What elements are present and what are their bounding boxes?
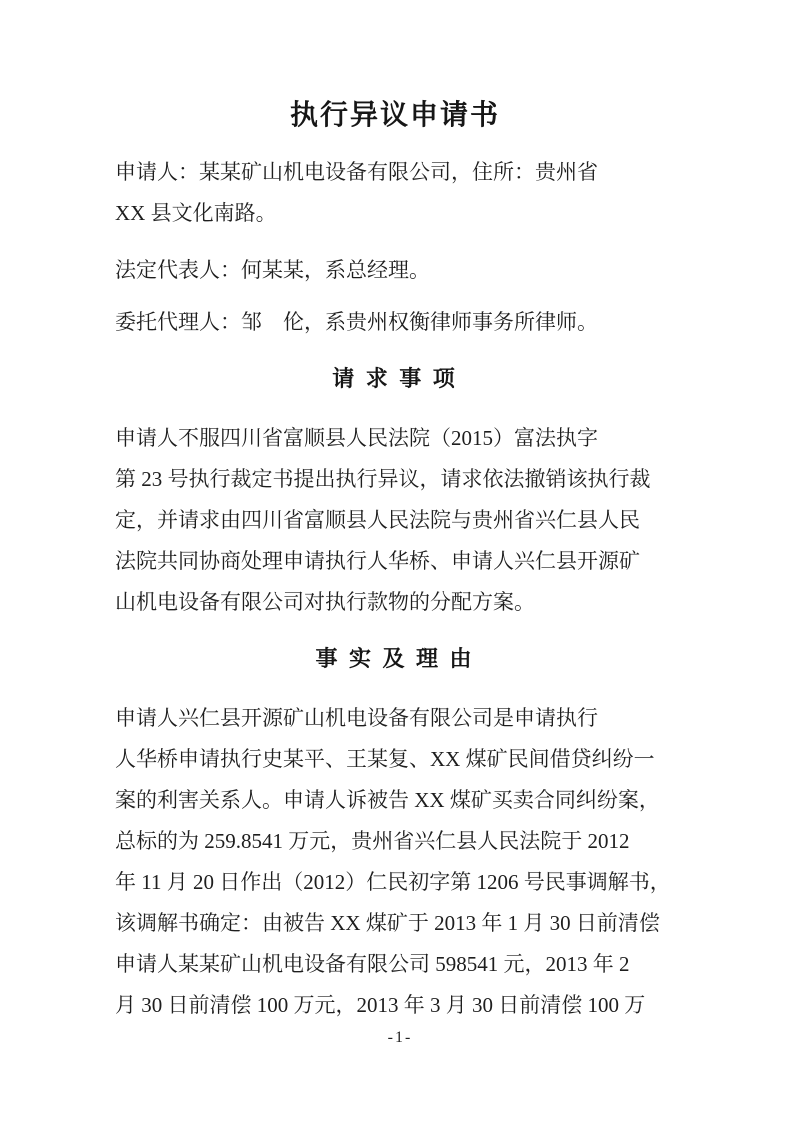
- paragraph-line: 总标的为 259.8541 万元，贵州省兴仁县人民法院于 2012: [115, 829, 630, 853]
- paragraph-line: 该调解书确定：由被告 XX 煤矿于 2013 年 1 月 30 日前清偿: [115, 911, 660, 935]
- legal-representative-paragraph: [115, 250, 675, 291]
- paragraph-line: 申请人不服四川省富顺县人民法院（2015）富法执字: [115, 426, 598, 450]
- paragraph-line: 申请人某某矿山机电设备有限公司 598541 元，2013 年 2: [115, 952, 630, 976]
- request-paragraph: [115, 418, 675, 623]
- paragraph-line: 山机电设备有限公司对执行款物的分配方案。: [115, 590, 535, 614]
- paragraph-line: 案的利害关系人。申请人诉被告 XX 煤矿买卖合同纠纷案，: [115, 788, 660, 812]
- paragraph-line: 法定代表人：何某某，系总经理。: [115, 258, 430, 282]
- paragraph-line: XX 县文化南路。: [115, 201, 277, 225]
- paragraph-line: 申请人：某某矿山机电设备有限公司，住所：贵州省: [115, 160, 598, 184]
- paragraph-line: 月 30 日前清偿 100 万元，2013 年 3 月 30 日前清偿 100 万: [115, 993, 646, 1017]
- page-number: -1-: [387, 1029, 413, 1046]
- request-section-heading: 请 求 事 项: [332, 366, 458, 391]
- document-title: 执行异议申请书: [289, 100, 500, 131]
- paragraph-line: 第 23 号执行裁定书提出执行异议，请求依法撤销该执行裁: [115, 467, 651, 491]
- paragraph-line: 申请人兴仁县开源矿山机电设备有限公司是申请执行: [115, 706, 598, 730]
- facts-paragraph: [115, 698, 675, 1026]
- paragraph-line: 人华桥申请执行史某平、王某复、XX 煤矿民间借贷纠纷一: [115, 747, 655, 771]
- paragraph-line: 委托代理人：邹 伦，系贵州权衡律师事务所律师。: [115, 310, 598, 334]
- applicant-paragraph: [115, 152, 675, 234]
- attorney-paragraph: [115, 302, 675, 343]
- document-content: [115, 0, 675, 1026]
- paragraph-line: 年 11 月 20 日作出（2012）仁民初字第 1206 号民事调解书，: [115, 870, 671, 894]
- facts-section-heading: 事 实 及 理 由: [315, 646, 475, 671]
- paragraph-line: 定，并请求由四川省富顺县人民法院与贵州省兴仁县人民: [115, 508, 640, 532]
- paragraph-line: 法院共同协商处理申请执行人华桥、申请人兴仁县开源矿: [115, 549, 640, 573]
